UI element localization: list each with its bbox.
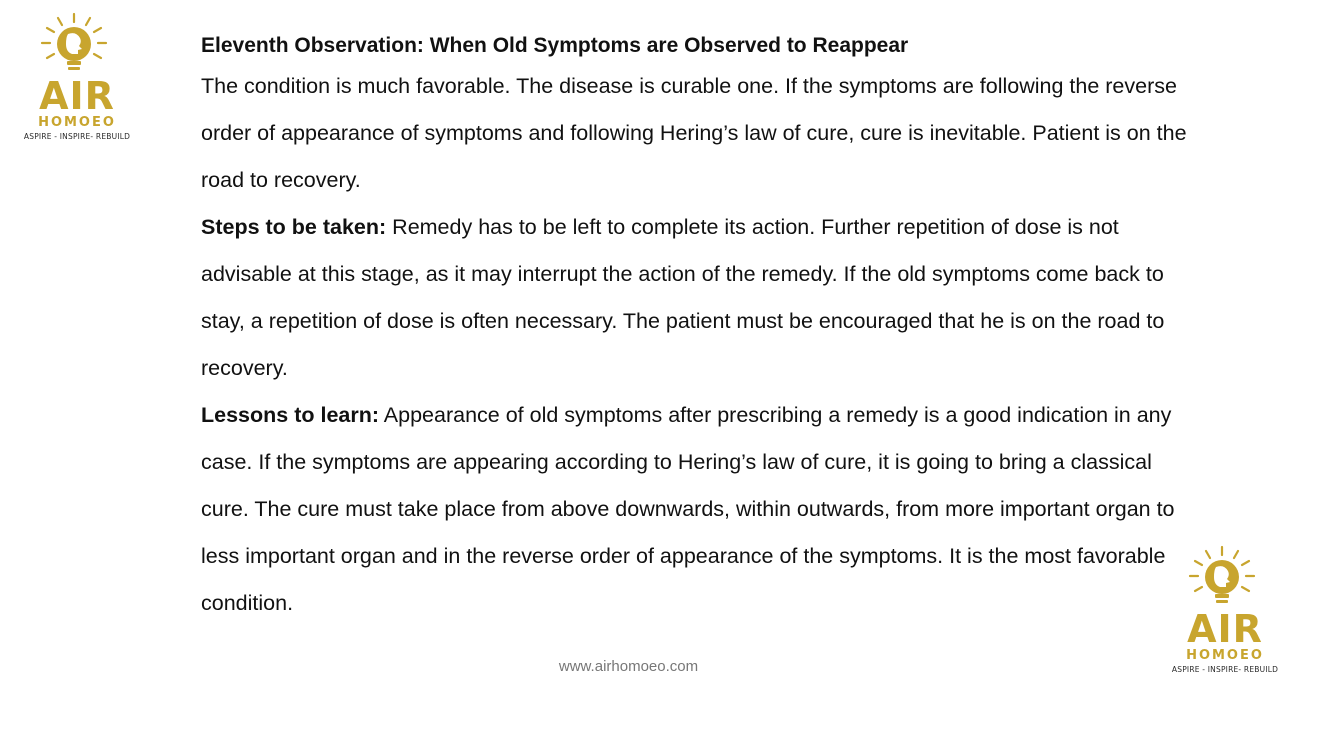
footer <box>0 657 1327 677</box>
logo-top-left <box>22 12 132 142</box>
slide-content <box>201 29 1191 627</box>
logo-subtitle: HOMOEO <box>1186 648 1264 663</box>
logo-subtitle: HOMOEO <box>38 115 116 130</box>
paragraph-condition: The condition is much favorable. The disease is curable one. If the symptoms are following the reverse order of appearance of symptoms and following Hering’s law of cure, cure is inevitable. Patient is on the road to recovery. <box>201 74 1187 192</box>
logo-brand: AIR <box>39 74 115 118</box>
lessons-label: Lessons to learn: <box>201 403 380 427</box>
logo-bottom-right <box>1170 545 1280 675</box>
steps-label: Steps to be taken: <box>201 215 387 239</box>
logo-tagline: ASPIRE - INSPIRE- REBUILD <box>23 132 131 141</box>
logo-tagline: ASPIRE - INSPIRE- REBUILD <box>1171 665 1279 674</box>
paragraph-lessons <box>201 392 1191 627</box>
paragraph-steps <box>201 204 1191 392</box>
lightbulb-head-icon <box>22 12 132 82</box>
slide-title: Eleventh Observation: When Old Symptoms are Observed to Reappear <box>201 34 909 57</box>
logo-brand: AIR <box>1187 607 1263 651</box>
lessons-text: Appearance of old symptoms after prescribing a remedy is a good indication in any case. If the symptoms are appearing according to Hering’s law of cure, it is going to bring a classical cure. The cure must take place from above downwards, within outwards, from more important organ to less important organ and in the reverse order of appearance of the symptoms. It is the most favorable condition. <box>201 403 1175 615</box>
lightbulb-head-icon <box>1170 545 1280 615</box>
footer-url[interactable]: www.airhomoeo.com <box>558 658 699 675</box>
steps-text: Remedy has to be left to complete its action. Further repetition of dose is not advisable at this stage, as it may interrupt the action of the remedy. If the old symptoms come back to stay, a repetition of dose is often necessary. The patient must be encouraged that he is on the road to recovery. <box>201 215 1165 380</box>
